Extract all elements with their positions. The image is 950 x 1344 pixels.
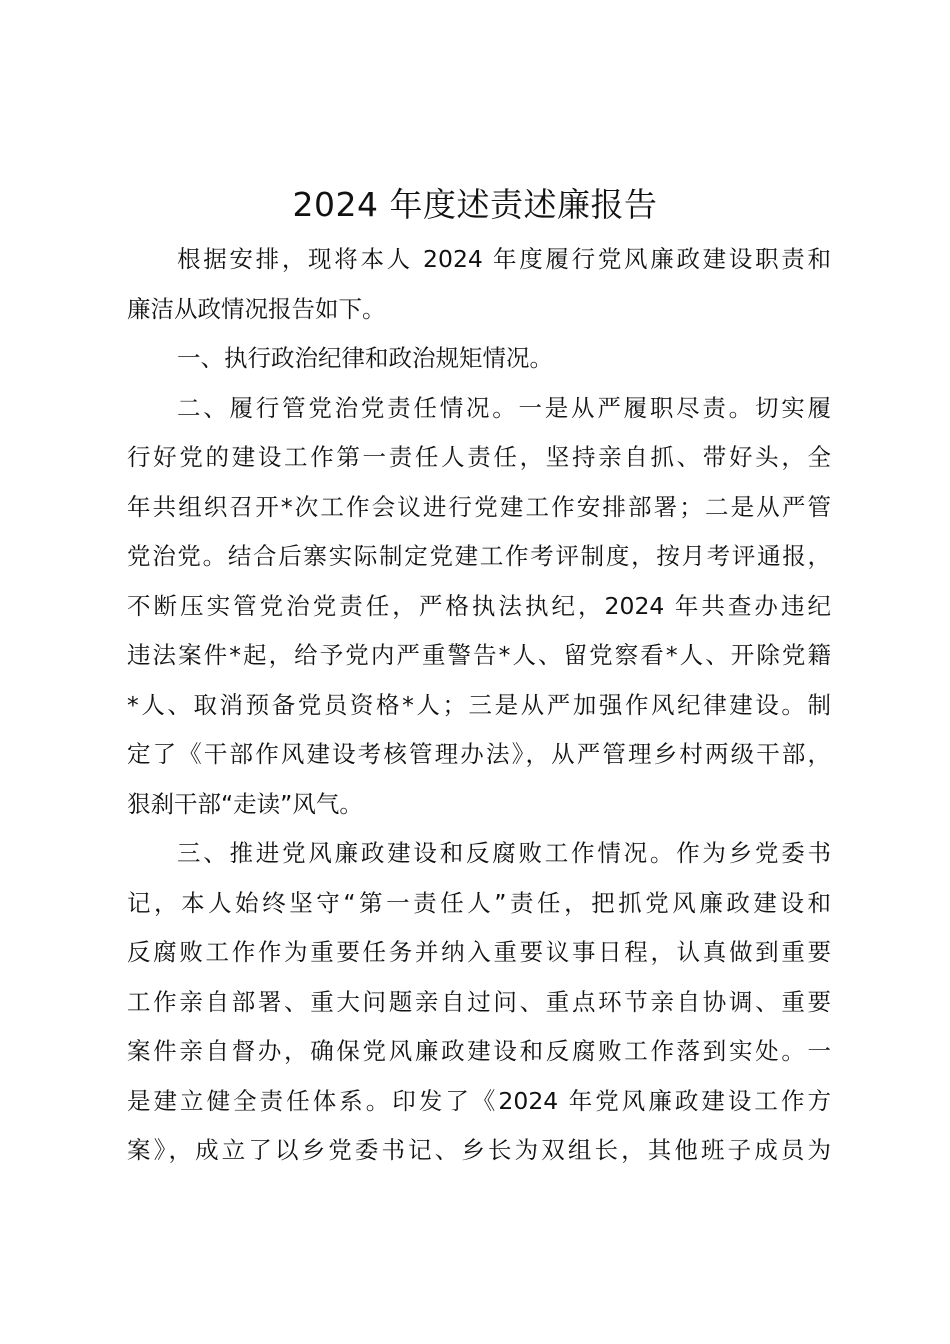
- body-line: 一、执行政治纪律和政治规矩情况。: [177, 344, 553, 372]
- body-line: 狠刹干部“走读”风气。: [127, 789, 363, 818]
- body-line: 工作亲自部署、重大问题亲自过问、重点环节亲自协调、重要: [127, 987, 831, 1016]
- document-title: 2024 年度述责述廉报告: [292, 185, 658, 224]
- body-line: 记，本人始终坚守“第一责任人”责任，把抓党风廉政建设和: [127, 888, 831, 917]
- body-line: 年共组织召开*次工作会议进行党建工作安排部署；二是从严管: [127, 492, 831, 521]
- body-line: 党治党。结合后寨实际制定党建工作考评制度，按月考评通报，: [127, 542, 831, 570]
- body-line: 案》，成立了以乡党委书记、乡长为双组长，其他班子成员为: [127, 1136, 831, 1164]
- body-line: *人、取消预备党员资格*人；三是从严加强作风纪律建设。制: [127, 690, 831, 719]
- body-line: 定了《干部作风建设考核管理办法》，从严管理乡村两级干部，: [127, 740, 831, 768]
- body-line: 反腐败工作作为重要任务并纳入重要议事日程，认真做到重要: [127, 938, 831, 966]
- body-line: 不断压实管党治党责任，严格执法执纪，2024 年共查办违纪: [127, 591, 831, 620]
- body-line: 三、推进党风廉政建设和反腐败工作情况。作为乡党委书: [177, 839, 831, 867]
- body-line: 是建立健全责任体系。印发了《2024 年党风廉政建设工作方: [127, 1086, 831, 1115]
- body-line: 行好党的建设工作第一责任人责任，坚持亲自抓、带好头，全: [127, 443, 831, 471]
- body-line: 违法案件*起，给予党内严重警告*人、留党察看*人、开除党籍: [127, 641, 831, 669]
- body-line: 二、履行管党治党责任情况。一是从严履职尽责。切实履: [177, 393, 831, 422]
- body-line: 根据安排，现将本人 2024 年度履行党风廉政建设职责和: [177, 245, 831, 273]
- body-line: 廉洁从政情况报告如下。: [127, 294, 386, 323]
- document-body: [127, 235, 831, 1176]
- body-line: 案件亲自督办，确保党风廉政建设和反腐败工作落到实处。一: [127, 1037, 831, 1065]
